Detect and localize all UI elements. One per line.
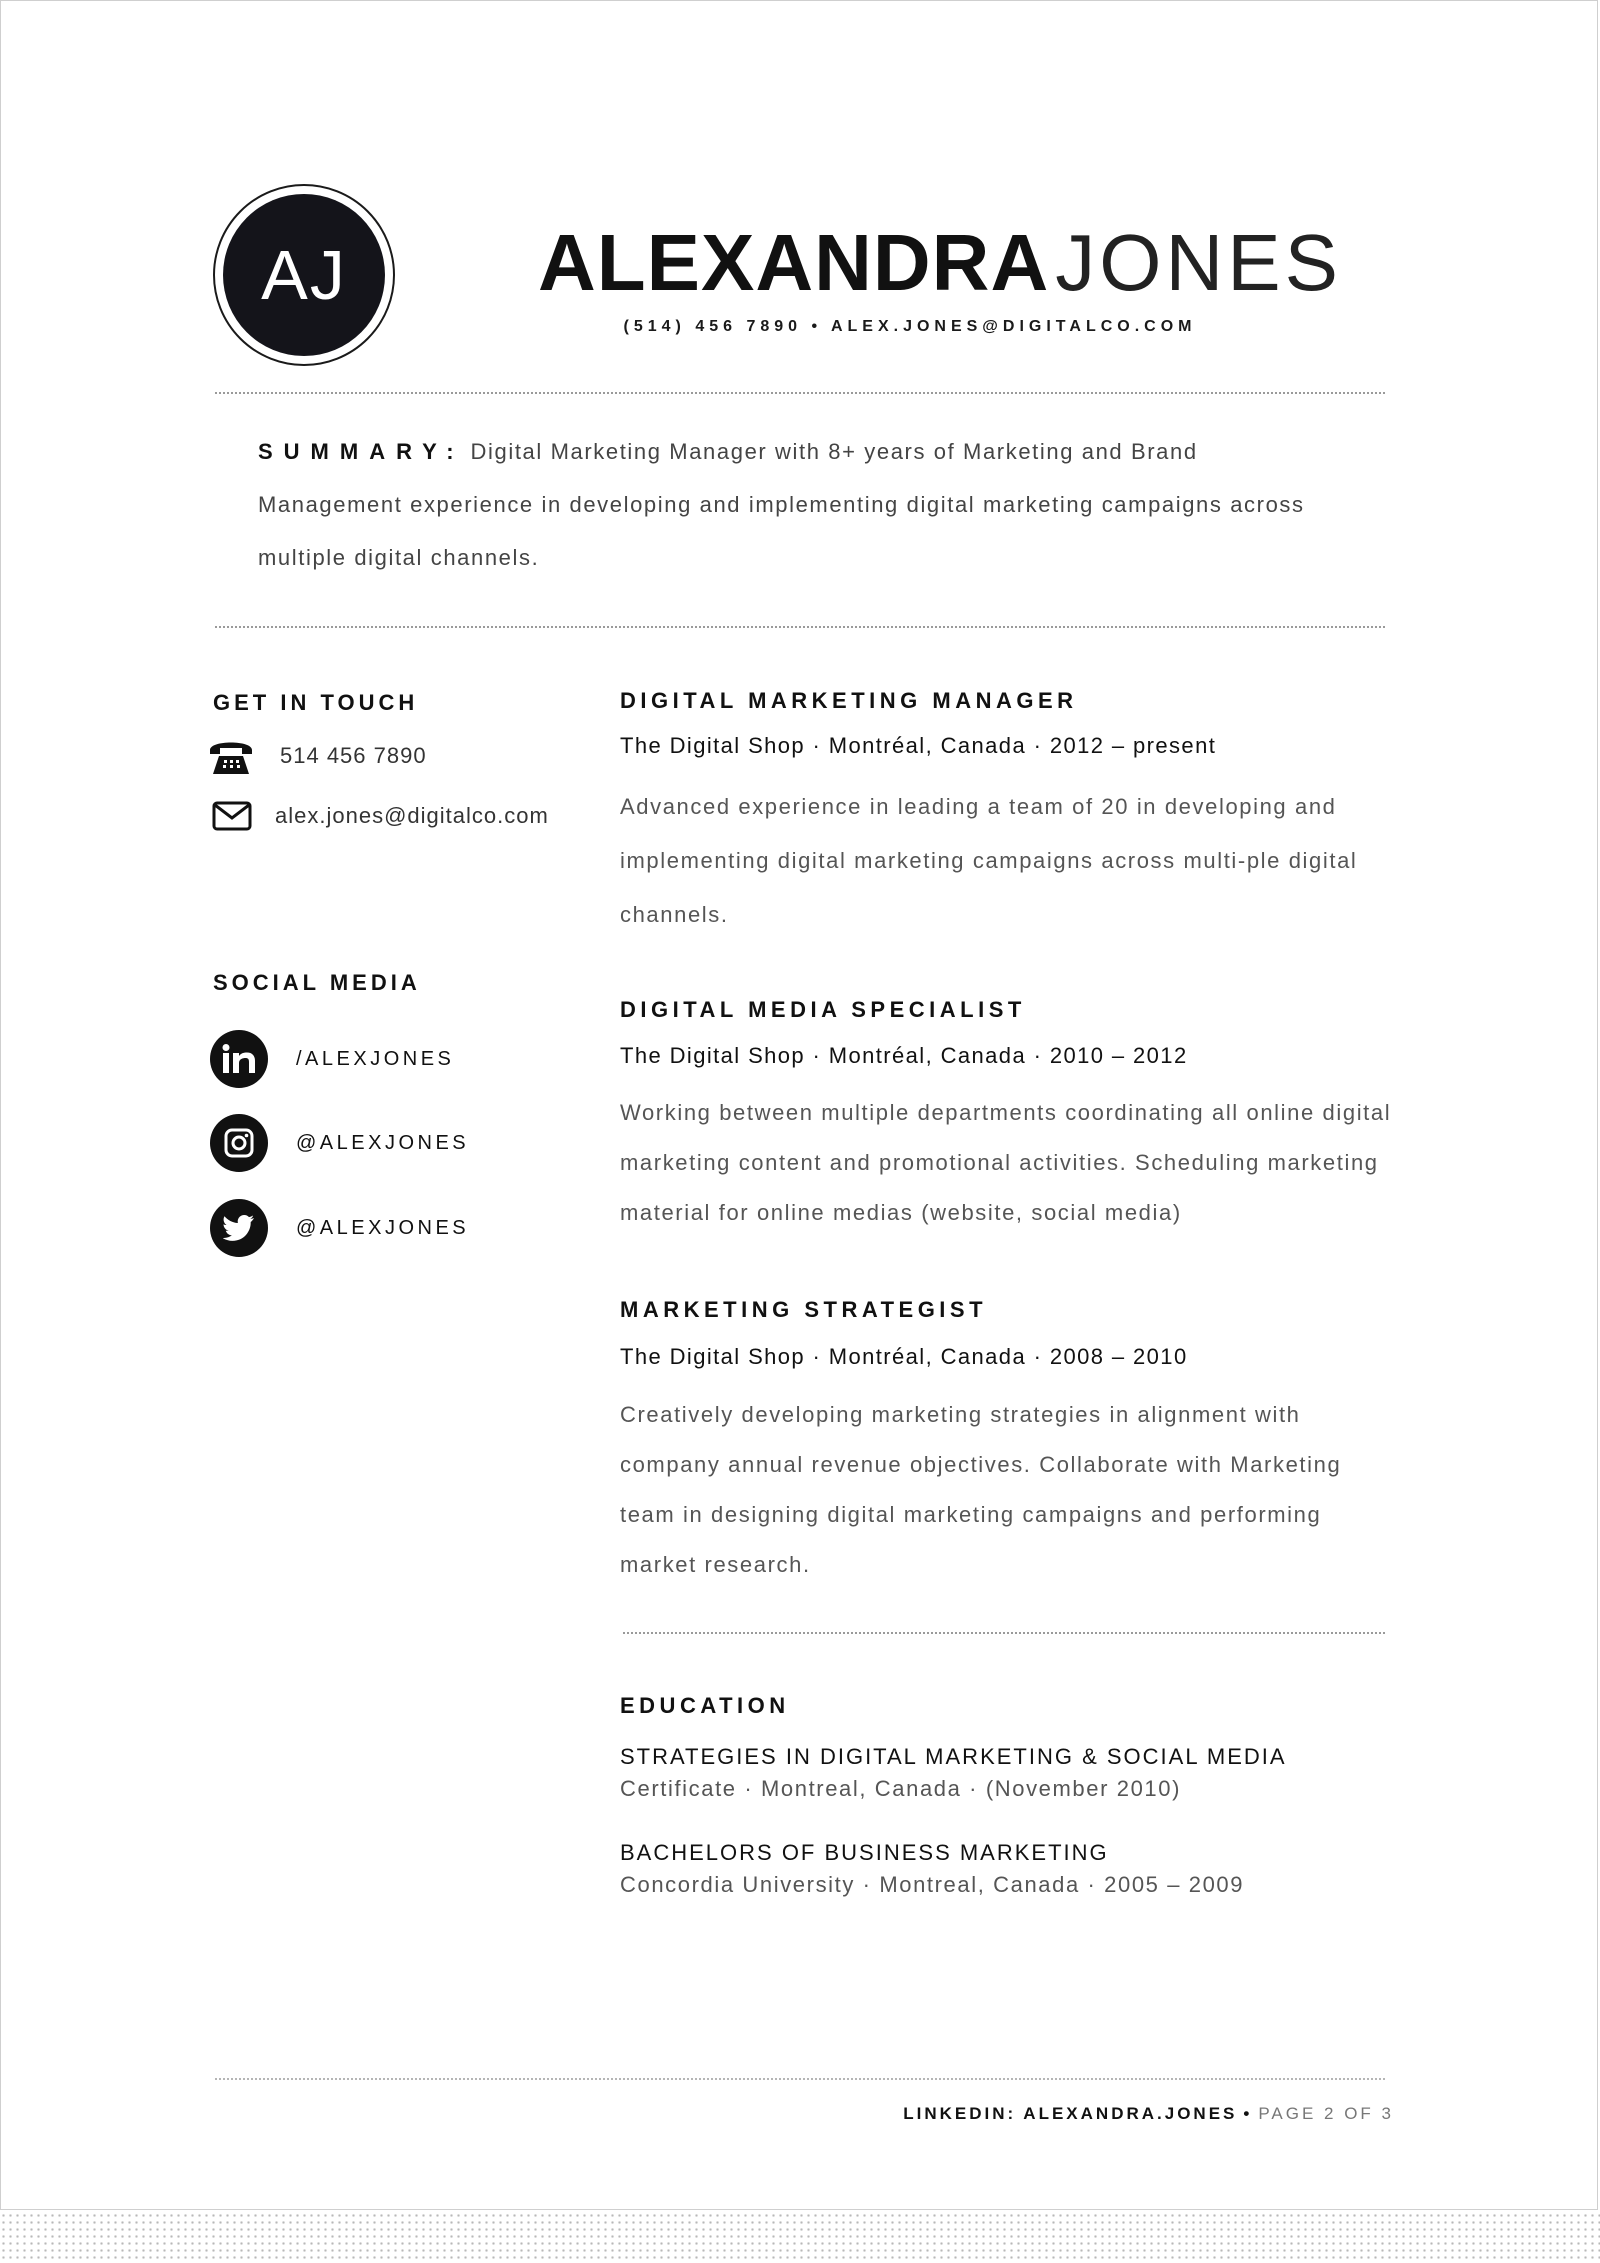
education-title: BACHELORS OF BUSINESS MARKETING: [620, 1840, 1109, 1865]
job-title: DIGITAL MARKETING MANAGER: [620, 688, 1078, 713]
linkedin-handle: /ALEXJONES: [296, 1047, 455, 1070]
divider-top: [215, 392, 1385, 394]
education-heading: EDUCATION: [620, 1693, 790, 1718]
job-meta: The Digital Shop · Montréal, Canada · 2010 – 2012: [620, 1043, 1188, 1068]
monogram-initials: AJ: [223, 194, 385, 356]
divider-summary: [215, 626, 1385, 628]
envelope-icon: [212, 800, 252, 832]
instagram-icon: [210, 1114, 268, 1172]
social-item-linkedin[interactable]: [210, 1030, 454, 1088]
first-name: ALEXANDRA: [538, 218, 1050, 307]
summary-label: SUMMARY:: [258, 439, 465, 464]
twitter-handle: @ALEXJONES: [296, 1216, 470, 1239]
education-title: STRATEGIES IN DIGITAL MARKETING & SOCIAL MEDIA: [620, 1744, 1287, 1769]
page-number: PAGE 2 OF 3: [1258, 2104, 1394, 2123]
summary-block: [258, 425, 1308, 584]
twitter-icon: [210, 1199, 268, 1257]
job-description: Advanced experience in leading a team of 20 in developing and implementing digital marketing campaigns across multi-ple digital channels.: [620, 794, 1358, 927]
job-description: Creatively developing marketing strategies in alignment with company annual revenue objectives. Collaborate with Marketing team in designing digital marketing campaigns and performing market research.: [620, 1402, 1342, 1577]
footer-separator: •: [1243, 2104, 1253, 2123]
last-name: JONES: [1055, 218, 1342, 307]
social-media-heading: SOCIAL MEDIA: [213, 970, 421, 995]
linkedin-icon: [210, 1030, 268, 1088]
email-row: [212, 800, 549, 832]
social-item-twitter[interactable]: [210, 1199, 469, 1257]
job-meta: The Digital Shop · Montréal, Canada · 2012 – present: [620, 733, 1217, 758]
get-in-touch-heading: GET IN TOUCH: [213, 690, 419, 715]
divider-education: [623, 1632, 1385, 1634]
summary-text: Digital Marketing Manager with 8+ years of Marketing and Brand Management experience in developing and implementing digital marketing campaigns across multiple digital channels.: [258, 439, 1305, 570]
instagram-handle: @ALEXJONES: [296, 1131, 470, 1154]
footer-linkedin: LINKEDIN: ALEXANDRA.JONES: [903, 2104, 1238, 2123]
education-meta: Concordia University · Montreal, Canada · 2005 – 2009: [620, 1872, 1245, 1897]
education-meta: Certificate · Montreal, Canada · (November 2010): [620, 1776, 1182, 1801]
candidate-name: [538, 215, 1342, 311]
header-contact-line: (514) 456 7890 • ALEX.JONES@DIGITALCO.COM: [623, 318, 1197, 335]
telephone-icon: [207, 734, 255, 778]
job-meta: The Digital Shop · Montréal, Canada · 2008 – 2010: [620, 1344, 1188, 1369]
social-item-instagram[interactable]: [210, 1114, 469, 1172]
monogram-badge: [213, 184, 395, 366]
job-title: DIGITAL MEDIA SPECIALIST: [620, 997, 1026, 1022]
divider-footer: [215, 2078, 1385, 2080]
email-address: alex.jones@digitalco.com: [275, 803, 549, 828]
job-title: MARKETING STRATEGIST: [620, 1297, 988, 1322]
phone-number: 514 456 7890: [280, 743, 427, 768]
dotted-background-band: [0, 2212, 1600, 2263]
job-description: Working between multiple departments coordinating all online digital marketing content and promotional activities. Scheduling marketing material for online medias (website, social media): [620, 1100, 1392, 1225]
footer: [700, 2104, 1394, 2124]
phone-row: [207, 734, 427, 778]
